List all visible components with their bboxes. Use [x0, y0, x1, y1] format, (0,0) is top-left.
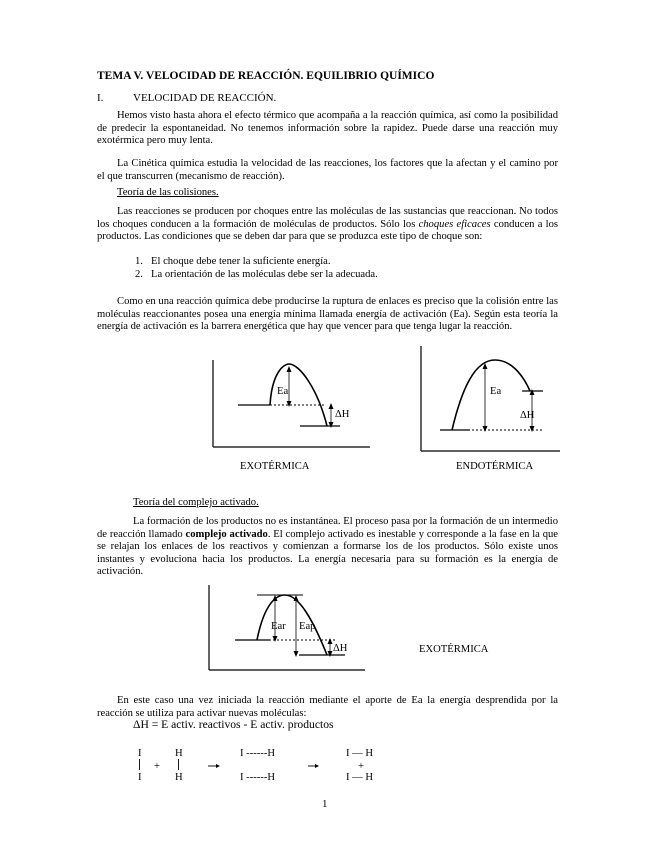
kinetics-paragraph: La Cinética química estudia la velocidad de las reacciones, los factores que la afectan y el camino por el que transcurren (mecanismo de reacción). [97, 158, 558, 182]
section-heading [97, 92, 276, 104]
complex-bottom: I ------H [240, 772, 275, 783]
product-top: I — H [346, 748, 374, 759]
ea-label: Ea [277, 386, 289, 397]
dh-label: ΔH [335, 409, 350, 420]
energy-release-paragraph: En este caso una vez iniciada la reacción mediante el aporte de Ea la energía desprendida por la reacción se utiliza para activar nuevas moléculas: [97, 695, 558, 719]
reactant-i-top: I [138, 748, 142, 759]
dh-label: ΔH [520, 410, 535, 421]
page-number: 1 [322, 798, 328, 810]
reactant-h-top: H [175, 748, 183, 759]
ea-label: Ea [490, 386, 502, 397]
section-title: VELOCIDAD DE REACCIÓN. [133, 92, 277, 104]
exothermic-caption: EXOTÉRMICA [419, 644, 489, 655]
complex-top: I ------H [240, 748, 275, 759]
list-item: 1. El choque debe tener la suficiente energía. [135, 256, 331, 267]
energy-curve [257, 595, 327, 655]
collision-text-b: conducen a los productos. Las condiciones que se deben dar para que se produzca este tipo de choque son: [97, 218, 559, 243]
product-bottom: I — H [346, 772, 374, 783]
activation-energy-paragraph: Como en una reacción química debe producirse la ruptura de enlaces es preciso que la colisión entre las moléculas reaccionantes posea una energía mínima llamada energía de activación (Ea). Según esta teoría la energía de activación es la barrera energética que hay que vencer para que tenga lugar la reacción. [97, 296, 558, 333]
document-title: TEMA V. VELOCIDAD DE REACCIÓN. EQUILIBRIO QUÍMICO [97, 70, 435, 82]
activated-complex-paragraph: La formación de los productos no es instantánea. El proceso pasa por la formación de un intermedio de reacción llamado complejo activado. El complejo activado es inestable y corresponde a la fase en la que se relajan los enlaces de los reactivos y comienzan a formarse los de los productos. Sólo existe unos instantes y evoluciona hacia los productos. La energía necesaria para su formación es la energía de activación. [97, 516, 558, 578]
effective-collisions-term: choques eficaces [418, 218, 491, 230]
collision-theory-heading: Teoría de las colisiones. [117, 187, 219, 198]
activated-complex-heading: Teoría del complejo activado. [133, 497, 259, 508]
activated-complex-term: complejo activado [185, 528, 268, 540]
activated-complex-diagram [195, 580, 495, 680]
collision-text-a: Las reacciones se producen por choques entre las moléculas de las sustancias que reaccionan. No todos los choques conducen a la formación de moléculas de productos. Sólo los [97, 206, 558, 230]
plus-sign: + [358, 761, 364, 772]
exothermic-caption: EXOTÉRMICA [240, 461, 310, 472]
plus-sign: + [154, 761, 160, 772]
exothermic-diagram [200, 350, 380, 480]
reactant-i-bottom: I [138, 772, 142, 783]
list-item: 2. La orientación de las moléculas debe ser la adecuada. [135, 269, 378, 280]
ear-label: Ear [271, 621, 286, 632]
conditions-list [135, 255, 378, 281]
eap-label: Eap [299, 621, 316, 632]
endothermic-caption: ENDOTÉRMICA [456, 461, 534, 472]
reaction-scheme [120, 740, 400, 790]
endothermic-diagram [410, 343, 590, 478]
section-number: I. [97, 92, 104, 104]
collision-paragraph [97, 206, 558, 244]
dh-label: ΔH [333, 643, 348, 654]
enthalpy-formula: ΔH = E activ. reactivos - E activ. productos [133, 718, 334, 731]
intro-paragraph: Hemos visto hasta ahora el efecto térmico que acompaña a la reacción química, así como la posibilidad de predecir la espontaneidad. No tenemos información sobre la rapidez. Puede darse una reacción muy exotérmica pero muy lenta. [97, 110, 558, 147]
reactant-h-bottom: H [175, 772, 183, 783]
